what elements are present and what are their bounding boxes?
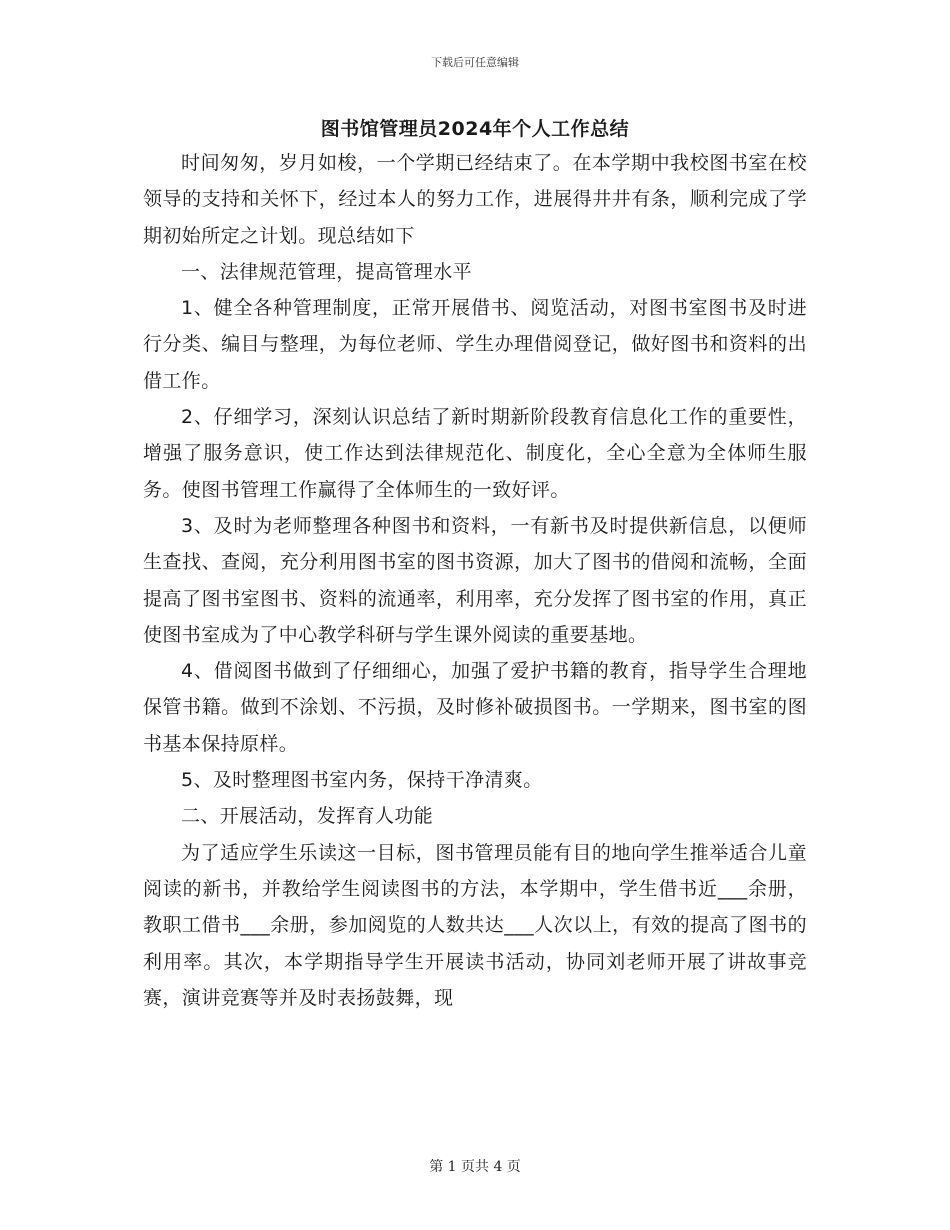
document-body	[143, 145, 807, 1016]
header-note: 下载后可任意编辑	[431, 56, 519, 69]
paragraph-item-3: 3、及时为老师整理各种图书和资料，一有新书及时提供新信息，以便师生查找、查阅，充分利用图书室的图书资源，加大了图书的借阅和流畅，全面提高了图书室图书、资料的流通率，利用率，充分发挥了图书室的作用，真正使图书室成为了中心教学科研与学生课外阅读的重要基地。	[143, 514, 807, 646]
paragraph-item-1: 1、健全各种管理制度，正常开展借书、阅览活动，对图书室图书及时进行分类、编目与整理，为每位老师、学生办理借阅登记，做好图书和资料的出借工作。	[143, 297, 807, 392]
section-heading-1: 一、法律规范管理，提高管理水平	[181, 260, 473, 283]
paragraph-intro: 时间匆匆，岁月如梭，一个学期已经结束了。在本学期中我校图书室在校领导的支持和关怀下，经过本人的努力工作，进展得井井有条，顺利完成了学期初始所定之计划。现总结如下	[143, 152, 807, 247]
section-heading-2: 二、开展活动，发挥育人功能	[181, 805, 434, 828]
page-number: 第 1 页共 4 页	[429, 1159, 521, 1175]
paragraph-activities: 为了适应学生乐读这一目标，图书管理员能有目的地向学生推举适合儿童阅读的新书，并教给学生阅读图书的方法，本学期中，学生借书近___余册，教职工借书___余册，参加阅览的人数共达___人次以上，有效的提高了图书的利用率。其次，本学期指导学生开展读书活动，协同刘老师开展了讲故事竞赛，演讲竞赛等并及时表扬鼓舞，现	[143, 841, 807, 1009]
document-title: 图书馆管理员2024年个人工作总结	[320, 118, 630, 140]
paragraph-item-4: 4、借阅图书做到了仔细细心，加强了爱护书籍的教育，指导学生合理地保管书籍。做到不涂划、不污损，及时修补破损图书。一学期来，图书室的图书基本保持原样。	[143, 660, 807, 755]
paragraph-item-2: 2、仔细学习，深刻认识总结了新时期新阶段教育信息化工作的重要性，增强了服务意识，使工作达到法律规范化、制度化，全心全意为全体师生服务。使图书管理工作赢得了全体师生的一致好评。	[143, 406, 807, 501]
paragraph-item-5: 5、及时整理图书室内务，保持干净清爽。	[181, 769, 543, 792]
